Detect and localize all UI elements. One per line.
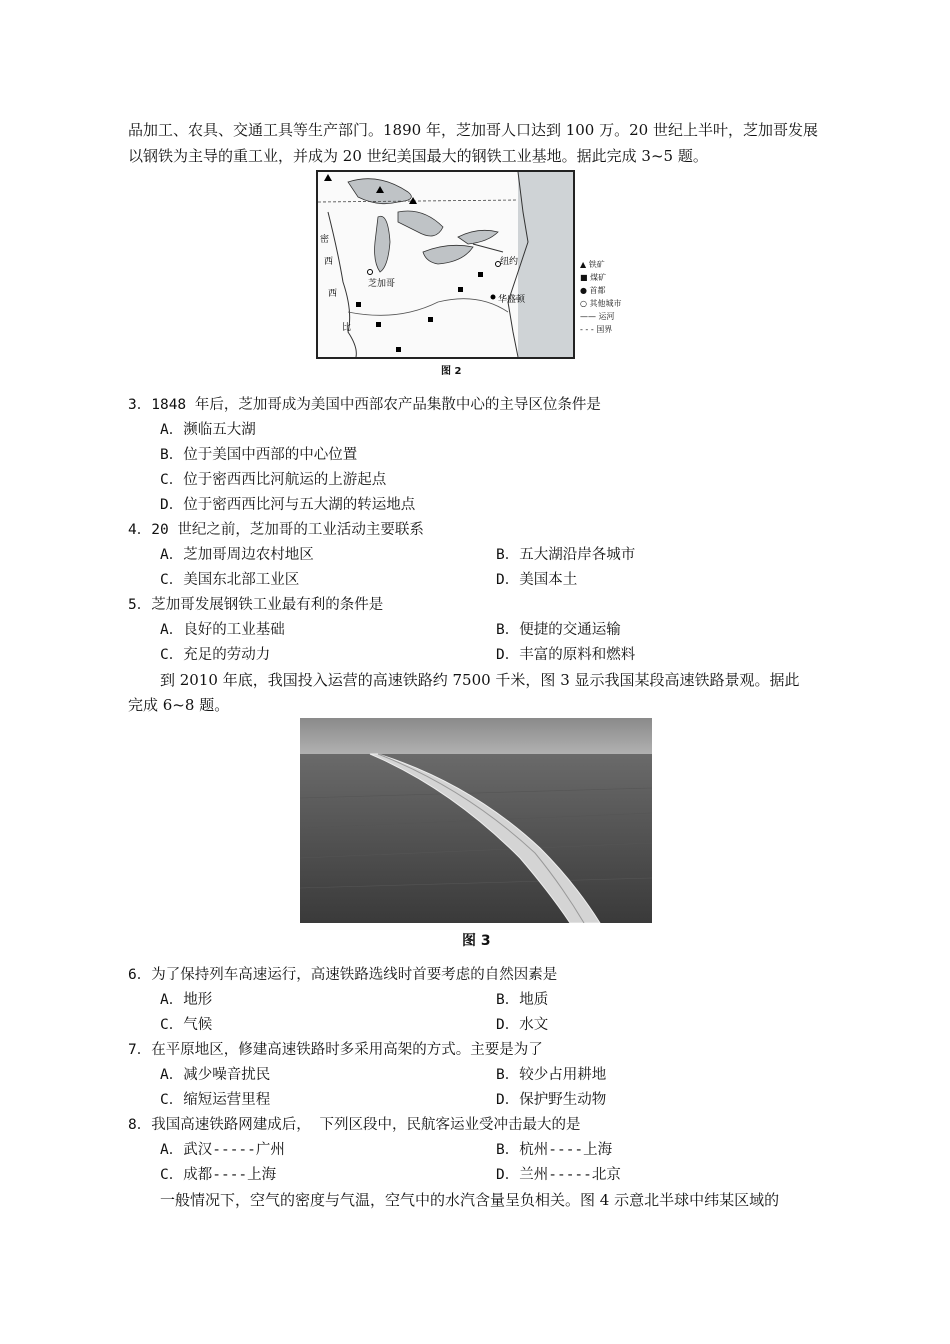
river-label-3: 西 (328, 289, 338, 299)
railway-photo-drawing (300, 718, 652, 923)
mississippi-river (328, 212, 356, 357)
q8-option-d: D．兰州-----北京 (496, 1167, 621, 1183)
q5-stem: 5．芝加哥发展钢铁工业最有利的条件是 (128, 597, 384, 613)
intro-line-2: 以钢铁为主导的重工业，并成为 20 世纪美国最大的钢铁工业基地。据此完成 3~5 题。 (128, 147, 708, 165)
river-label-1: 密 (320, 235, 330, 245)
legend-capital: ● 首都 (580, 286, 606, 295)
q3-option-c: C．位于密西西比河航运的上游起点 (160, 472, 387, 488)
q4-option-d: D．美国本土 (496, 572, 578, 588)
q6-option-d: D．水文 (496, 1017, 549, 1033)
border-line (318, 200, 518, 202)
legend-other-city: ○ 其他城市 (580, 299, 622, 308)
q8-stem: 8．我国高速铁路网建成后， 下列区段中，民航客运业受冲击最大的是 (128, 1117, 581, 1133)
washington-label: 华盛顿 (498, 295, 526, 305)
q4-option-b: B．五大湖沿岸各城市 (496, 547, 636, 563)
q6-option-b: B．地质 (496, 992, 549, 1008)
map-drawing (318, 172, 573, 357)
q7-option-d: D．保护野生动物 (496, 1092, 607, 1108)
intro2-line-2: 完成 6~8 题。 (128, 696, 230, 714)
lake-ontario (458, 230, 498, 244)
q3-stem: 3．1848 年后，芝加哥成为美国中西部农产品集散中心的主导区位条件是 (128, 397, 601, 413)
q3-option-a: A．濒临五大湖 (160, 422, 256, 438)
ocean (518, 172, 573, 357)
lake-erie (423, 245, 473, 264)
closing-line: 一般情况下，空气的密度与气温，空气中的水汽含量呈负相关。图 4 示意北半球中纬某区域的 (160, 1191, 780, 1209)
figure-2-caption: 图 2 (441, 366, 462, 377)
figure-3-photo (300, 718, 652, 923)
river-label-2: 西 (324, 257, 334, 267)
newyork-label: 纽约 (500, 257, 519, 267)
q7-stem: 7．在平原地区，修建高速铁路时多采用高架的方式。主要是为了 (128, 1042, 543, 1058)
q5-option-d: D．丰富的原料和燃料 (496, 647, 636, 663)
q3-option-d: D．位于密西西比河与五大湖的转运地点 (160, 497, 416, 513)
q7-option-c: C．缩短运营里程 (160, 1092, 271, 1108)
q4-option-c: C．美国东北部工业区 (160, 572, 300, 588)
legend-coal: ■ 煤矿 (580, 273, 607, 282)
legend-border: - - - 国界 (580, 325, 613, 334)
q3-option-b: B．位于美国中西部的中心位置 (160, 447, 358, 463)
legend-canal: —— 运河 (580, 312, 615, 321)
q6-stem: 6．为了保持列车高速运行，高速铁路选线时首要考虑的自然因素是 (128, 967, 558, 983)
q5-option-c: C．充足的劳动力 (160, 647, 271, 663)
q5-option-a: A．良好的工业基础 (160, 622, 285, 638)
canal-line (473, 244, 503, 252)
legend-iron: ▲ 铁矿 (580, 260, 605, 269)
q4-option-a: A．芝加哥周边农村地区 (160, 547, 314, 563)
figure-3-caption: 图 3 (462, 933, 491, 949)
ohio-river (348, 299, 508, 316)
q8-option-a: A．武汉-----广州 (160, 1142, 285, 1158)
map-legend (580, 258, 660, 336)
q7-option-b: B．较少占用耕地 (496, 1067, 607, 1083)
chicago-label: 芝加哥 (368, 279, 396, 289)
q8-option-c: C．成都----上海 (160, 1167, 277, 1183)
river-label-4: 比 (342, 323, 352, 333)
sky (300, 718, 652, 758)
intro2-line-1: 到 2010 年底，我国投入运营的高速铁路约 7500 千米，图 3 显示我国某段高速铁路景观。据此 (160, 671, 800, 689)
intro-line-1: 品加工、农具、交通工具等生产部门。1890 年，芝加哥人口达到 100 万。20 世纪上半叶，芝加哥发展 (128, 121, 818, 139)
q7-option-a: A．减少噪音扰民 (160, 1067, 271, 1083)
lake-michigan (375, 216, 390, 272)
figure-2-map (316, 170, 575, 359)
lake-huron (398, 211, 443, 236)
q4-stem: 4．20 世纪之前，芝加哥的工业活动主要联系 (128, 522, 424, 538)
washington-marker (491, 295, 496, 300)
q6-option-c: C．气候 (160, 1017, 213, 1033)
q6-option-a: A．地形 (160, 992, 213, 1008)
chicago-marker (368, 270, 373, 275)
q5-option-b: B．便捷的交通运输 (496, 622, 621, 638)
ground (300, 754, 652, 923)
q8-option-b: B．杭州----上海 (496, 1142, 613, 1158)
